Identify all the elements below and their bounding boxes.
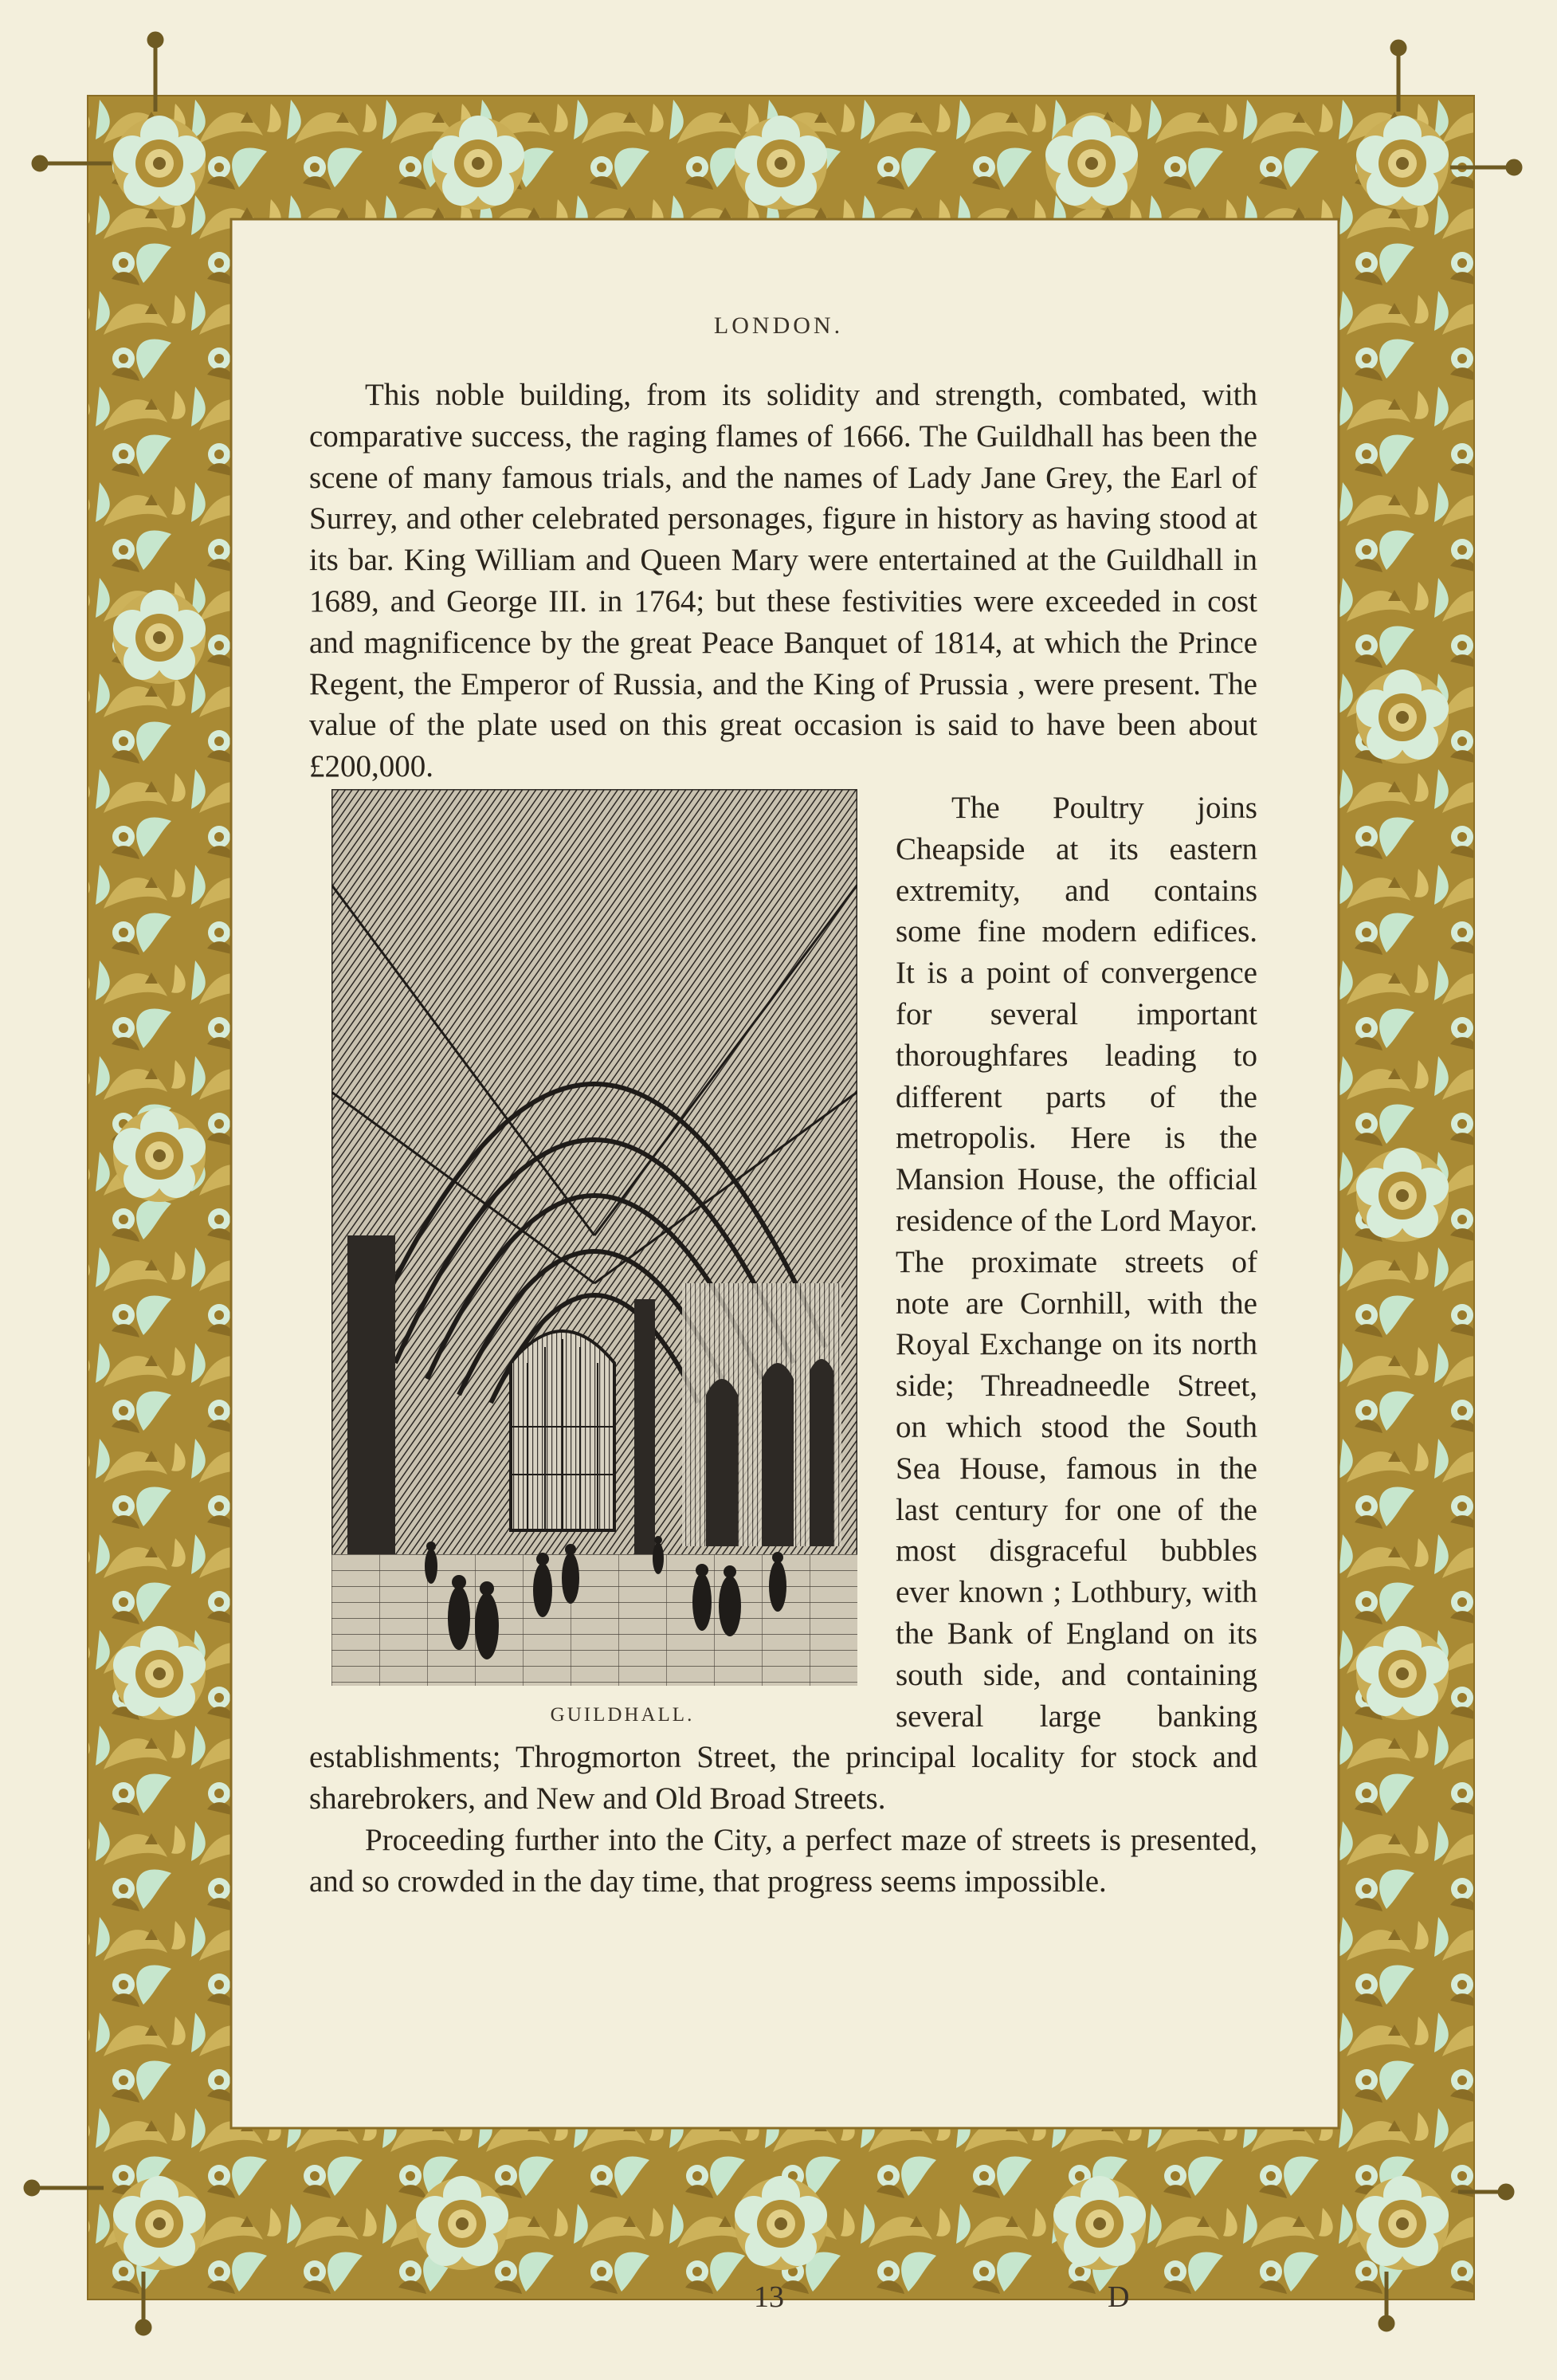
guildhall-engraving <box>331 789 857 1686</box>
figure-wrap <box>331 789 867 1726</box>
paragraph-3-text: Proceeding further into the City, a perfect maze of streets is presented, and so crowded in the day time, that progress seems impossible. <box>309 1822 1257 1899</box>
page-number: 13 <box>754 2280 784 2314</box>
paragraph-1 <box>309 375 1257 787</box>
paragraph-1-text: This noble building, from its solidity and strength, combated, with comparative success, the raging flames of 1666. The Guildhall has been the scene of many famous trials, and the names of Lady Jane Grey, the Earl of Surrey, and other celebrated personages, figure in history as having stood at its bar. King William and Queen Mary were entertained at the Guildhall in 1689, and George III. in 1764; but these festivities were exceeded in cost and magnificence by the great Peace Banquet of 1814, at which the Prince Regent, the Emperor of Russia, and the King of Prussia , were present. The value of the plate used on this great occasion is said to have been about £200,000. <box>309 378 1257 784</box>
signature-mark: D <box>1108 2280 1130 2314</box>
paragraph-3 <box>309 1820 1257 1903</box>
paragraph-2-text: The Poultry joins Cheapside at its eastern extremity, and contains some fine modern edifices. It is a point of convergence for several important thoroughfares leading to different parts of the metropolis. Here is the Mansion House, the official residence of the Lord Mayor. The proximate streets of note are Cornhill, with the Royal Exchange on its north side; Threadneedle Street, on which stood the South Sea House, famous in the last century for one of the most disgraceful bubbles ever known ; Lothbury, with the Bank of England on its south side, and containing several large banking establishments; Throgmorton Street, the principal locality for stock and sharebrokers, and New and Old Broad Streets. <box>309 790 1257 1816</box>
figure-caption: GUILDHALL. <box>550 1703 695 1726</box>
running-head: LONDON. <box>713 312 844 339</box>
paragraph-2 <box>309 787 1257 1820</box>
body-text <box>309 375 1257 1902</box>
